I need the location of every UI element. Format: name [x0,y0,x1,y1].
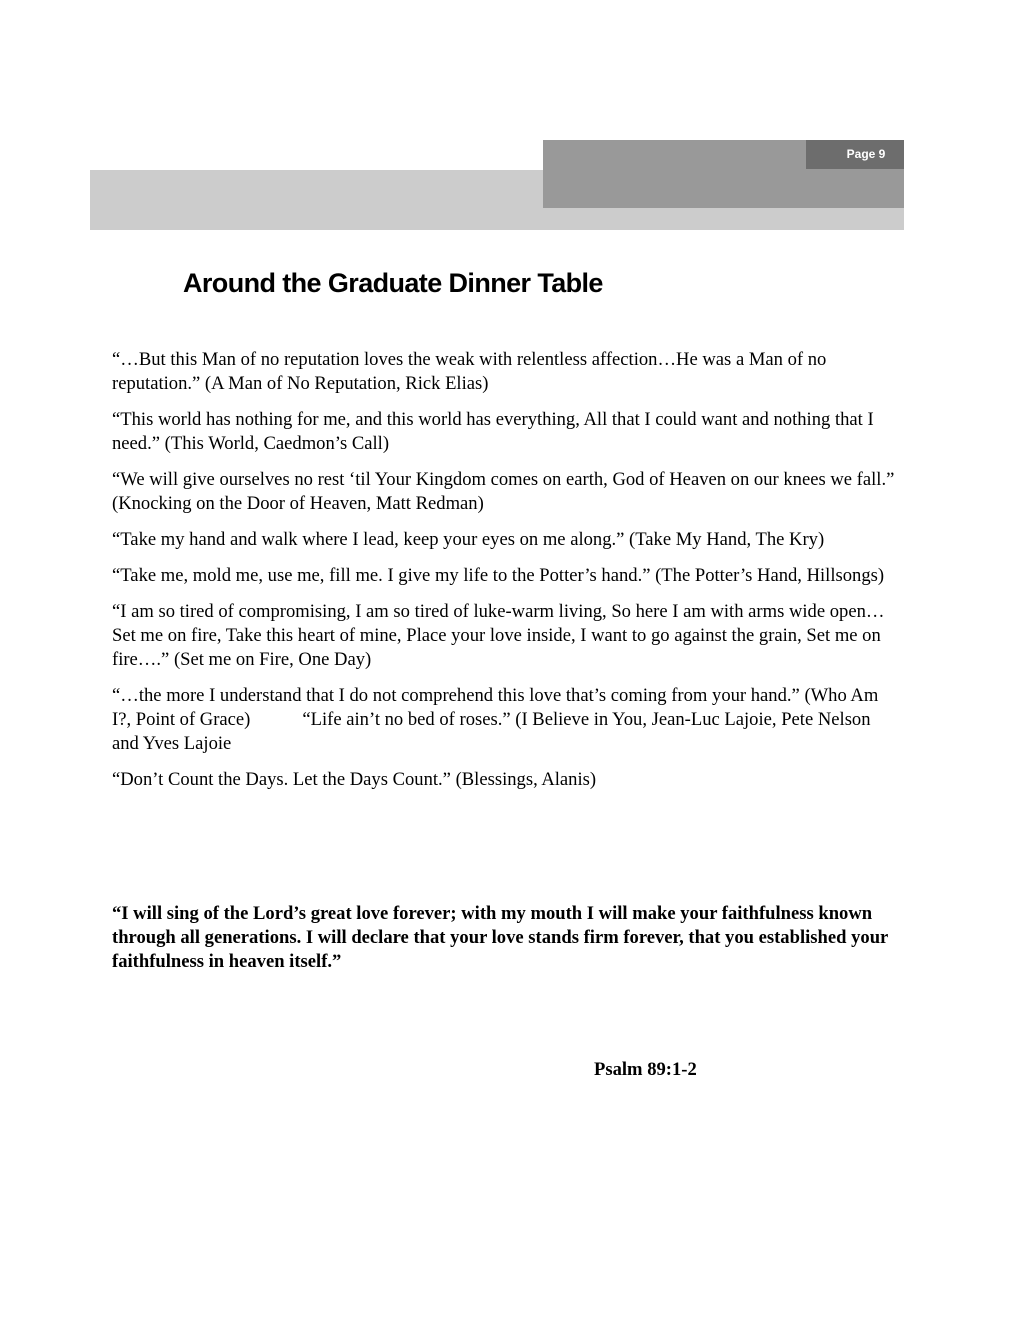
quote-item: “Take me, mold me, use me, fill me. I give my life to the Potter’s hand.” (The Potter’s Hand, Hillsongs) [112,565,885,586]
quote-item: “This world has nothing for me, and this world has everything, All that I could want and nothing that I need.” (This World, Caedmon’s Call) [112,409,874,454]
quote-item: “We will give ourselves no rest ‘til Your Kingdom comes on earth, God of Heaven on our knees we fall.” (Knocking on the Door of Heaven, Matt Redman) [112,469,895,514]
scripture-reference: Psalm 89:1-2 [594,1059,697,1080]
quote-item: “Don’t Count the Days. Let the Days Count.” (Blessings, Alanis) [112,769,597,790]
quote-item: “Take my hand and walk where I lead, keep your eyes on me along.” (Take My Hand, The Kry) [112,529,825,550]
quote-who-am-i: “…the more I understand that I do not comprehend this love that’s coming from your hand.” (Who Am I?, Point of Grace) [112,685,879,730]
quote-item: “I am so tired of compromising, I am so tired of luke-warm living, So here I am with arms wide open…Set me on fire, Take this heart of mine, Place your love inside, I want to go against the grain, Set me on fire….” (Set me on Fire, One Day) [112,601,885,670]
scripture-verse: “I will sing of the Lord’s great love forever; with my mouth I will make your faithfulness known through all generations. I will declare that your love stands firm forever, that you established your faithfulness in heaven itself.” [112,903,888,972]
page-title: Around the Graduate Dinner Table [183,268,603,298]
quote-bed-of-roses: “Life ain’t no bed of roses.” (I Believe in You, Jean-Luc Lajoie, Pete Nelson and Yves Lajoie [112,709,871,754]
quotes-list [112,348,902,804]
quote-item: “…But this Man of no reputation loves the weak with relentless affection…He was a Man of no reputation.” (A Man of No Reputation, Rick Elias) [112,349,827,394]
page-number-tab: Page 9 [806,140,904,169]
quote-item-combined [112,684,902,756]
